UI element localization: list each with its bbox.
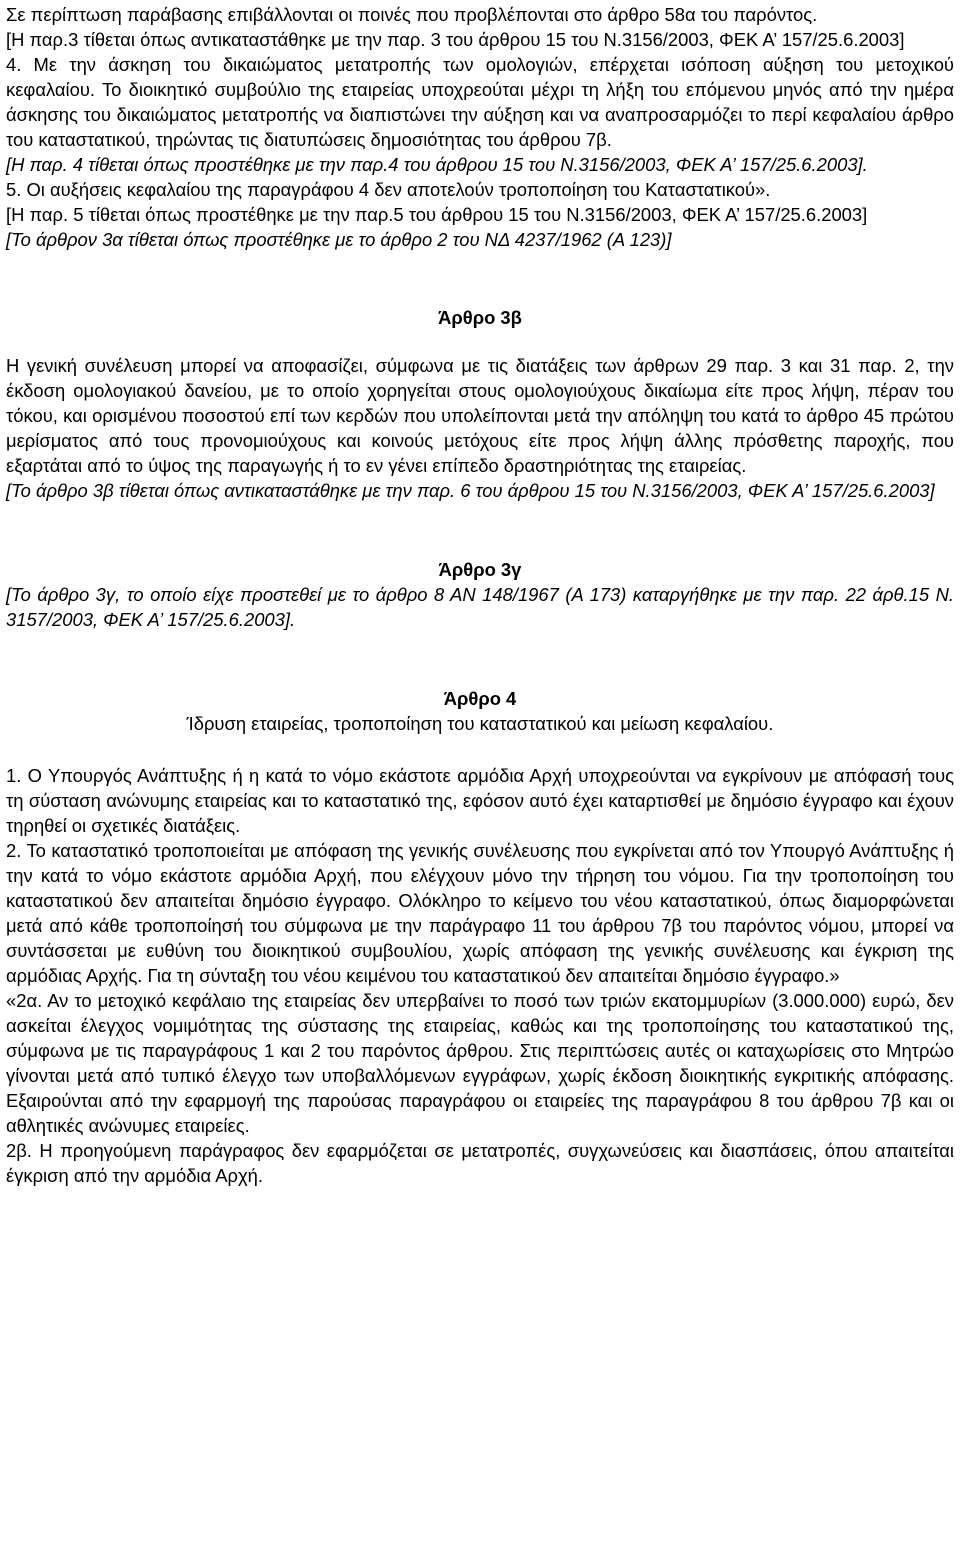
article-4-paragraph-2b: 2β. Η προηγούμενη παράγραφος δεν εφαρμόζεται σε μετατροπές, συγχωνεύσεις και διασπάσεις, όπου απαιτείται έγκριση από την αρμόδια Αρχή. — [6, 1140, 954, 1186]
article-4-paragraph-2a: «2α. Αν το μετοχικό κεφάλαιο της εταιρείας δεν υπερβαίνει το ποσό των τριών εκατομμυρίων (3.000.000) ευρώ, δεν ασκείται έλεγχος νομιμότητας της σύστασης της εταιρείας, καθώς και της τροποποίησης του καταστατικού της, σύμφωνα με τις παραγράφους 1 και 2 του παρόντος άρθρου. Στις περιπτώσεις αυτές οι καταχωρίσεις στο Μητρώο γίνονται μετά από τυπικό έλεγχο των υποβαλλόμενων εγγράφων, χωρίς έκδοση διοικητικής εγκριτικής απόφασης. Εξαιρούνται από την εφαρμογή της παρούσας παραγράφου οι εταιρείες της παραγράφου 8 του άρθρου 7β και οι αθλητικές ανώνυμες εταιρείες. — [6, 990, 954, 1136]
paragraph-penalties: Σε περίπτωση παράβασης επιβάλλονται οι ποινές που προβλέπονται στο άρθρο 58α του παρόντος. — [6, 4, 818, 25]
article-3b-heading: Άρθρο 3β — [438, 307, 522, 328]
article-4-subtitle: Ίδρυση εταιρείας, τροποποίηση του καταστατικού και μείωση κεφαλαίου. — [186, 713, 774, 734]
paragraph-5: 5. Οι αυξήσεις κεφαλαίου της παραγράφου 4 δεν αποτελούν τροποποίηση του Καταστατικού». — [6, 179, 771, 200]
spacer — [6, 736, 954, 763]
paragraph-4: 4. Με την άσκηση του δικαιώματος μετατροπής των ομολογιών, επέρχεται ισόποση αύξηση του μετοχικού κεφαλαίου. Το διοικητικό συμβούλιο της εταιρείας υποχρεούται μέχρι τη λήξη του επόμενου μηνός από την ημέρα άσκησης του δικαιώματος μετατροπής να διαπιστώνει την αύξηση και να αναπροσαρμόζει το περί κεφαλαίου άρθρο του καταστατικού, τηρώντας τις διατυπώσεις δημοσιότητας του άρθρου 7β. — [6, 54, 954, 150]
amendment-note-article3b: [Το άρθρο 3β τίθεται όπως αντικαταστάθηκε με την παρ. 6 του άρθρου 15 του Ν.3156/2003, ΦΕΚ Α’ 157/25.6.2003] — [6, 480, 935, 501]
article-3b-body: Η γενική συνέλευση μπορεί να αποφασίζει, σύμφωνα με τις διατάξεις των άρθρων 29 παρ. 3 και 31 παρ. 2, την έκδοση ομολογιακού δανείου, με το οποίο χορηγείται στους ομολογιούχους δικαίωμα είτε προς λήψη, πέραν του τόκου, και ορισμένου ποσοστού επί των κερδών που υπολείπονται μετά την απόληψη του κατά το άρθρο 45 πρώτου μερίσματος από τους προνομιούχους και κοινούς μετόχους είτε προς λήψη άλλης πρόσθετης παροχής, που εξαρτάται από το ύψος της παραγωγής ή το εν γένει επίπεδο δραστηριότητας της εταιρείας. — [6, 355, 954, 476]
spacer — [6, 330, 954, 353]
amendment-note-par3: [Η παρ.3 τίθεται όπως αντικαταστάθηκε με την παρ. 3 του άρθρου 15 του Ν.3156/2003, ΦΕΚ Α’ 157/25.6.2003] — [6, 29, 905, 50]
article-4-heading: Άρθρο 4 — [443, 688, 517, 709]
article-4-paragraph-1: 1. Ο Υπουργός Ανάπτυξης ή η κατά το νόμο εκάστοτε αρμόδια Αρχή υποχρεούνται να εγκρίνουν με απόφασή τους τη σύσταση ανώνυμης εταιρείας και το καταστατικό της, εφόσον αυτό έχει καταρτισθεί με δημόσιο έγγραφο και έχουν τηρηθεί οι σχετικές διατάξεις. — [6, 765, 954, 836]
amendment-note-par5: [Η παρ. 5 τίθεται όπως προστέθηκε με την παρ.5 του άρθρου 15 του Ν.3156/2003, ΦΕΚ Α’ 157/25.6.2003] — [6, 204, 868, 225]
article-3c-body: [Το άρθρο 3γ, το οποίο είχε προστεθεί με το άρθρο 8 ΑΝ 148/1967 (Α 173) καταργήθηκε με την παρ. 22 άρθ.15 Ν. 3157/2003, ΦΕΚ Α’ 157/25.6.2003]. — [6, 584, 954, 630]
spacer — [6, 503, 954, 557]
spacer — [6, 252, 954, 305]
spacer — [6, 632, 954, 686]
article-3c-heading: Άρθρο 3γ — [438, 559, 522, 580]
article-4-paragraph-2: 2. Το καταστατικό τροποποιείται με απόφαση της γενικής συνέλευσης που εγκρίνεται από τον Υπουργό Ανάπτυξης ή την κατά το νόμο εκάστοτε αρμόδια Αρχή, που ελέγχουν μόνο την τήρηση του νόμου. Για την τροποποίηση του καταστατικού δεν απαιτείται δημόσιο έγγραφο. Ολόκληρο το κείμενο του νέου καταστατικού, όπως διαμορφώνεται μετά από κάθε τροποποίησή του σύμφωνα με την παράγραφο 11 του άρθρου 7β του παρόντος νόμου, μπορεί να συντάσσεται με ευθύνη του διοικητικού συμβουλίου, χωρίς απόφαση της γενικής συνέλευσης και έγκριση της αρμόδιας Αρχής. Για τη σύνταξη του νέου κειμένου του καταστατικού δεν απαιτείται δημόσιο έγγραφο.» — [6, 840, 954, 986]
amendment-note-article3a: [Το άρθρον 3α τίθεται όπως προστέθηκε με το άρθρο 2 του ΝΔ 4237/1962 (Α 123)] — [6, 229, 672, 250]
amendment-note-par4: [Η παρ. 4 τίθεται όπως προστέθηκε με την παρ.4 του άρθρου 15 του Ν.3156/2003, ΦΕΚ Α’ 157/25.6.2003]. — [6, 154, 868, 175]
